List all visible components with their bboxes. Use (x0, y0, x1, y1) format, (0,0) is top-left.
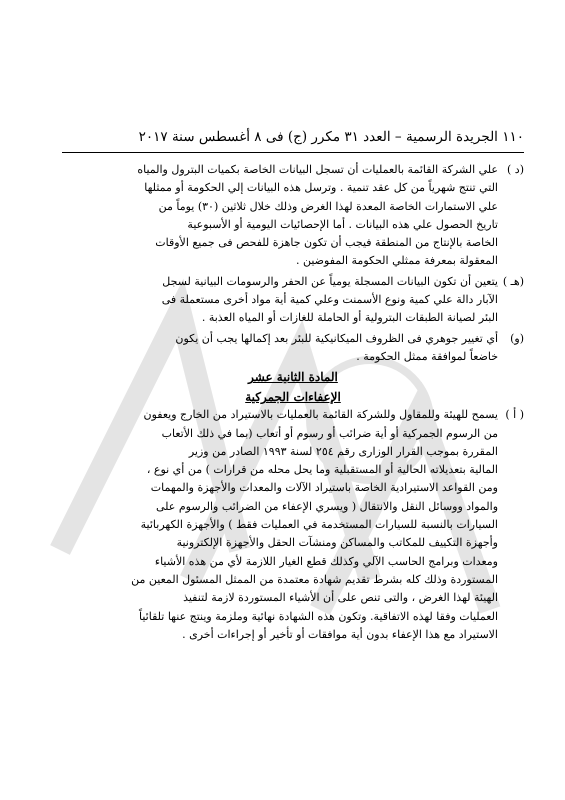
clause-label: (و) (510, 331, 524, 345)
text-line: يسمح للهيئة وللمقاول وللشركة القائمة بالعمليات بالاستيراد من الخارج ويعفون (143, 408, 498, 422)
article-subject-title: الإعفاءات الجمركية (245, 390, 341, 405)
text-line: التي تنتج شهرياً من كل عقد تنمية . وترسل هذه البيانات إلي الحكومة أو ممثلها (144, 181, 498, 195)
text-line: المعقولة بمعرفة ممثلي الحكومة المفوضين . (296, 254, 498, 268)
text-line: علي الاستمارات الخاصة المعدة لهذا الغرض وذلك خلال ثلاثين (٣٠) يوماً من (158, 199, 498, 213)
text-line: والمواد ووسائل النقل والانتقال ( ويسري الإعفاء من الضرائب والرسوم على (155, 499, 498, 513)
text-line: البئر لصيانة الطبقات البترولية أو الحاملة للغازات أو المياه العذبة . (201, 311, 498, 325)
text-line: وأجهزة التكييف للمكاتب والمساكن ومنشآت الحقل والأجهزة الإلكترونية (176, 536, 498, 550)
header-title: الجريدة الرسمية – العدد ٣١ مكرر (ج) فى ٨ أغسطس سنة ٢٠١٧ (138, 129, 498, 145)
text-line: الخاصة بالإنتاج من المنطقة فيجب أن تكون جاهزة للفحص فى جميع الأوقات (155, 236, 498, 250)
text-line: من الرسوم الجمركية أو أية ضرائب أو رسوم أو أتعاب (بما في ذلك الأتعاب (161, 426, 498, 440)
article-number-title: المادة الثانية عشر (248, 370, 338, 385)
text-line: السيارات بالنسبة للسيارات المستخدمة في العمليات فقط ) والأجهزة الكهربائية (140, 518, 498, 532)
text-line: المالية بتعديلاته الحالية أو المستقبلية وما يحل محله من قرارات ) من أي نوع ، (146, 463, 498, 477)
text-line: المقررة بموجب القرار الوزارى رقم ٢٥٤ لسنة ١٩٩٣ الصادر من وزير (188, 444, 498, 458)
clause-d (62, 161, 524, 271)
clause-label: (هـ ) (502, 274, 524, 288)
text-line: الهيئة لهذا الغرض ، والتى تنص على أن الأشياء المستوردة لازمة لتنفيذ (183, 591, 498, 605)
text-line: المستوردة وذلك كله بشرط تقديم شهادة معتمدة من الممثل المسئول المعين من (131, 572, 498, 586)
clause-a (62, 406, 524, 644)
text-line: علي الشركة القائمة بالعمليات أن تسجل البيانات الخاصة بكميات البترول والمياه (137, 163, 498, 176)
document-page (62, 128, 524, 646)
page-number: ١١٠ (502, 129, 524, 145)
text-line: ومعدات وبرامج الحاسب الآلي وكذلك قطع الغيار اللازمة لأي من هذه الأشياء (154, 554, 498, 568)
text-line: خاضعاً لموافقة ممثل الحكومة . (356, 349, 498, 363)
clause-w (62, 330, 524, 367)
text-line: تاريخ الحصول علي هذه البيانات . أما الإحصائيات اليومية أو الأسبوعية (187, 217, 498, 231)
text-line: الآبار دالة علي كمية ونوع الأسمنت وعلي كمية أية مواد أخرى مستعملة فى (161, 293, 498, 307)
text-line: العمليات وفقا لهذه الاتفاقية. وتكون هذه الشهادة نهائية وملزمة وينتج عنها تلقائياً (138, 609, 498, 623)
clause-label: ( أ ) (505, 408, 524, 422)
clause-h (62, 273, 524, 328)
clause-label: (د ) (507, 163, 524, 176)
text-line: ومن القواعد الاستيرادية الخاصة باستيراد الآلات والمعدات والأجهزة والمهمات (150, 481, 498, 495)
text-line: أي تغيير جوهري فى الظروف الميكانيكية للبئر بعد إكمالها يجب أن يكون (175, 331, 498, 345)
text-line: يتعين أن تكون البيانات المسجلة يومياً عن الحفر والرسومات البيانية لسجل (162, 274, 498, 288)
page-header (62, 128, 524, 153)
text-line: الاستيراد مع هذا الإعفاء بدون أية موافقات أو تأخير أو إجراءات أخرى . (182, 627, 498, 641)
